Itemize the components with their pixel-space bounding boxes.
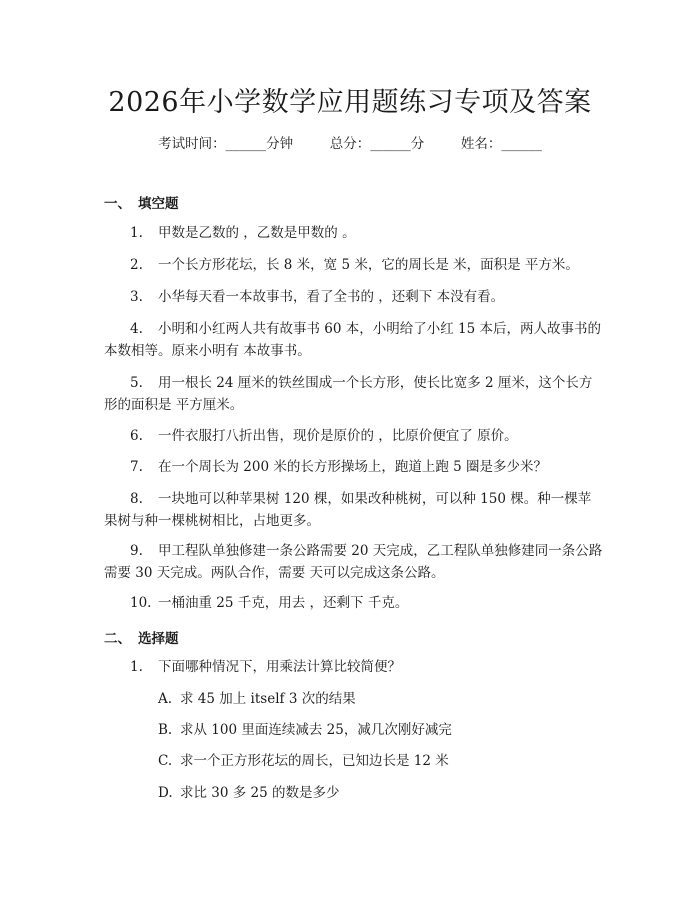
question-text: 甲工程队单独修建一条公路需要 20 天完成，乙工程队单独修建同一条公路需要 30 天完成。两队合作，需要 天可以完成这条公路。	[104, 543, 603, 581]
question-number: 2.	[130, 257, 143, 273]
question-text: 甲数是乙数的 ，乙数是甲数的 。	[158, 225, 356, 241]
question-item	[104, 222, 604, 244]
question-text: 一个长方形花坛，长 8 米，宽 5 米，它的周长是 米，面积是 平方米。	[158, 257, 579, 273]
section-title: 填空题	[138, 196, 179, 212]
question-number: 10.	[130, 595, 152, 611]
option-text: 求一个正方形花坛的周长，已知边长是 12 米	[180, 753, 449, 769]
question-number: 3.	[130, 289, 143, 305]
question-number: 6.	[130, 428, 143, 444]
choice-option	[158, 750, 449, 772]
question-item	[104, 656, 604, 678]
question-item	[104, 286, 604, 308]
option-letter: A.	[158, 691, 173, 707]
question-item	[104, 254, 604, 276]
page-title: 2026年小学数学应用题练习专项及答案	[108, 87, 592, 118]
question-text: 小明和小红两人共有故事书 60 本，小明给了小红 15 本后，两人故事书的本数相等。原来小明有 本故事书。	[104, 321, 602, 359]
question-text: 在一个周长为 200 米的长方形操场上，跑道上跑 5 圈是多少米？	[158, 459, 548, 475]
question-text: 一块地可以种苹果树 120 棵，如果改种桃树，可以种 150 棵。种一棵苹果树与种一棵桃树相比，占地更多。	[104, 491, 592, 529]
question-number: 7.	[130, 459, 143, 475]
question-item	[104, 488, 604, 532]
question-text: 下面哪种情况下，用乘法计算比较简便？	[158, 659, 401, 675]
question-number: 4.	[130, 321, 143, 337]
question-item	[104, 425, 604, 447]
question-item	[104, 592, 604, 614]
option-text: 求 45 加上 itself 3 次的结果	[180, 691, 356, 707]
section-heading-choice	[104, 627, 179, 647]
question-text: 小华每天看一本故事书，看了全书的 ，还剩下 本没有看。	[158, 289, 505, 305]
option-letter: D.	[158, 785, 173, 801]
time-unit: 分钟	[266, 136, 294, 152]
option-letter: B.	[158, 722, 173, 738]
section-number: 一、	[104, 196, 131, 212]
time-label: 考试时间：	[158, 136, 226, 152]
choice-option	[158, 688, 356, 710]
name-blank: ______	[501, 136, 542, 152]
option-text: 求比 30 多 25 的数是多少	[180, 785, 340, 801]
score-unit: 分	[410, 136, 425, 152]
question-text: 一件衣服打八折出售，现价是原价的 ，比原价便宜了 原价。	[158, 428, 518, 444]
option-letter: C.	[158, 753, 173, 769]
choice-option	[158, 719, 452, 741]
question-text: 用一根长 24 厘米的铁丝围成一个长方形，使长比宽多 2 厘米，这个长方形的面积是 平方厘米。	[104, 375, 593, 413]
score-label: 总分：	[329, 136, 371, 152]
question-item	[104, 456, 604, 478]
exam-info	[0, 132, 700, 152]
option-text: 求从 100 里面连续减去 25，减几次刚好减完	[180, 722, 452, 738]
question-text: 一桶油重 25 千克，用去 ，还剩下 千克。	[158, 595, 409, 611]
time-blank: ______	[225, 136, 267, 152]
section-title: 选择题	[138, 631, 179, 647]
question-item	[104, 540, 604, 584]
score-blank: ______	[370, 136, 411, 152]
question-number: 1.	[130, 225, 143, 241]
question-number: 1.	[130, 659, 143, 675]
question-item	[104, 318, 604, 362]
section-number: 二、	[104, 631, 131, 647]
name-label: 姓名：	[460, 136, 502, 152]
question-item	[104, 372, 604, 416]
section-heading-fill	[104, 192, 179, 212]
question-number: 9.	[130, 543, 143, 559]
question-number: 8.	[130, 491, 143, 507]
choice-option	[158, 782, 340, 804]
question-number: 5.	[130, 375, 143, 391]
